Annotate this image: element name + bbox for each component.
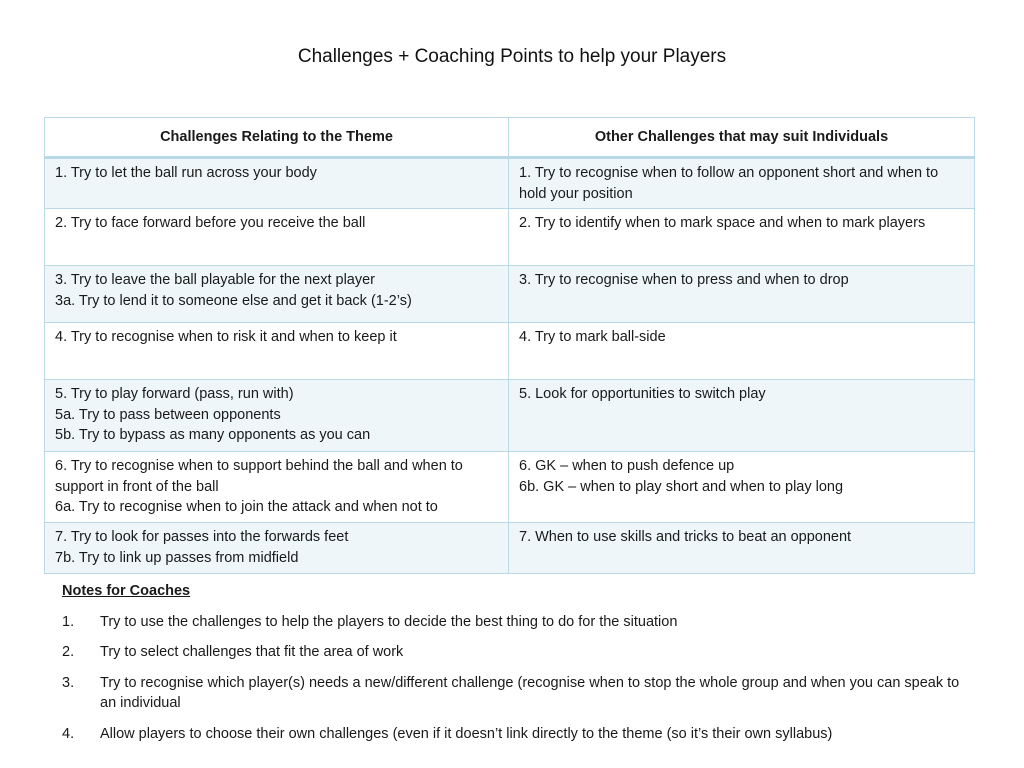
challenge-line: 7b. Try to link up passes from midfield — [55, 549, 299, 566]
individual-challenge-cell — [509, 209, 975, 266]
challenge-line: 4. Try to mark ball-side — [519, 329, 666, 345]
challenge-line: 5a. Try to pass between opponents — [55, 406, 281, 423]
challenge-line: 4. Try to recognise when to risk it and when to keep it — [55, 329, 397, 345]
theme-challenge-cell — [45, 209, 509, 266]
challenge-line: 7. Try to look for passes into the forwards feet — [55, 529, 349, 545]
note-number: 4. — [62, 725, 75, 742]
note-number: 1. — [62, 613, 75, 630]
challenge-line: 5. Look for opportunities to switch play — [519, 386, 766, 402]
column-header-theme: Challenges Relating to the Theme — [45, 118, 509, 158]
note-text: Try to select challenges that fit the area of work — [100, 644, 404, 660]
table-row — [45, 323, 975, 380]
challenge-line: 5b. Try to bypass as many opponents as you can — [55, 427, 371, 443]
challenge-line: 6a. Try to recognise when to join the attack and when not to — [55, 499, 438, 515]
coach-notes — [62, 581, 962, 754]
theme-challenge-cell — [45, 266, 509, 323]
note-text: Try to recognise which player(s) needs a new/different challenge (recognise when to stop the whole group and when you can speak to an individual — [100, 674, 960, 711]
note-text: Allow players to choose their own challenges (even if it doesn’t link directly to the theme (so it’s their own syllabus) — [100, 725, 833, 742]
challenge-line: 3. Try to leave the ball playable for the next player — [55, 272, 375, 288]
table-row — [45, 380, 975, 452]
challenge-line: 2. Try to face forward before you receive the ball — [55, 215, 366, 231]
note-number: 3. — [62, 674, 75, 691]
challenge-line: 2. Try to identify when to mark space and when to mark players — [519, 215, 926, 231]
note-item — [62, 642, 962, 663]
table-row — [45, 209, 975, 266]
theme-challenge-cell — [45, 323, 509, 380]
table-row — [45, 523, 975, 574]
challenge-line: 3a. Try to lend it to someone else and get it back (1-2’s) — [55, 292, 412, 309]
challenges-table — [44, 117, 975, 574]
notes-heading: Notes for Coaches — [62, 583, 191, 599]
individual-challenge-cell — [509, 380, 975, 452]
challenge-line: 1. Try to let the ball run across your body — [55, 165, 317, 181]
table-row — [45, 158, 975, 209]
challenge-line: 5. Try to play forward (pass, run with) — [55, 386, 294, 402]
individual-challenge-cell — [509, 523, 975, 574]
theme-challenge-cell — [45, 380, 509, 452]
theme-challenge-cell — [45, 523, 509, 574]
challenge-line: 7. When to use skills and tricks to beat an opponent — [519, 529, 852, 545]
challenge-line: 1. Try to recognise when to follow an opponent short and when to hold your position — [519, 165, 939, 202]
note-item — [62, 612, 962, 633]
column-header-individuals: Other Challenges that may suit Individuals — [509, 118, 975, 158]
theme-challenge-cell — [45, 452, 509, 523]
table-row — [45, 266, 975, 323]
challenge-line: 3. Try to recognise when to press and when to drop — [519, 272, 849, 288]
note-item — [62, 724, 962, 745]
table-header-row — [45, 118, 975, 158]
individual-challenge-cell — [509, 158, 975, 209]
individual-challenge-cell — [509, 266, 975, 323]
note-item — [62, 673, 962, 714]
challenge-line: 6. GK – when to push defence up — [519, 458, 735, 474]
challenge-line: 6. Try to recognise when to support behind the ball and when to support in front of the ball — [55, 458, 463, 495]
note-text: Try to use the challenges to help the players to decide the best thing to do for the situation — [100, 613, 678, 630]
individual-challenge-cell — [509, 323, 975, 380]
theme-challenge-cell — [45, 158, 509, 209]
page-title: Challenges + Coaching Points to help your Players — [297, 46, 727, 67]
table-row — [45, 452, 975, 523]
individual-challenge-cell — [509, 452, 975, 523]
challenge-line: 6b. GK – when to play short and when to play long — [519, 478, 844, 495]
note-number: 2. — [62, 644, 75, 660]
